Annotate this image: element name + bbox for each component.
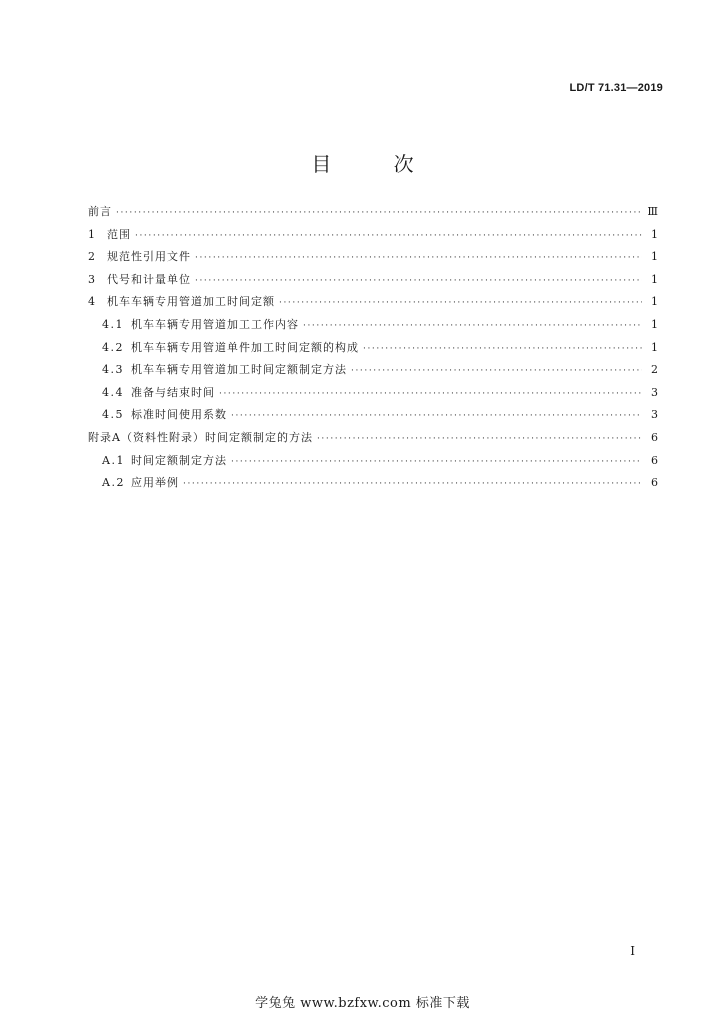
toc-entry-page: Ⅲ [647,205,658,218]
toc-entry-page: 3 [651,408,658,422]
toc-dot-leader [363,344,642,354]
toc-entry-label: 前言 [88,205,112,218]
toc-entry-number: 2 [88,250,95,264]
toc-entry-number: 3 [88,272,95,286]
toc-entry-number: 4.4 [102,385,124,399]
toc-entry[interactable] [88,339,658,362]
toc-dot-leader [183,479,642,489]
toc-entry[interactable] [88,316,658,339]
toc-entry[interactable] [88,384,658,407]
table-of-contents [88,203,658,497]
toc-entry[interactable] [88,203,658,226]
toc-dot-leader [351,366,642,376]
toc-entry[interactable] [88,226,658,249]
toc-entry-label: 范围 [107,227,131,241]
toc-entry-page: 6 [651,453,658,467]
toc-entry-label: 机车车辆专用管道加工时间定额 [107,295,275,309]
toc-entry-page: 1 [651,227,658,241]
toc-dot-leader [303,321,642,331]
toc-entry-label: 时间定额制定方法 [131,453,227,467]
toc-entry-page: 3 [651,385,658,399]
toc-entry-page: 1 [651,295,658,309]
toc-entry[interactable] [88,452,658,475]
toc-entry-label: 附录A（资料性附录）时间定额制定的方法 [88,430,313,444]
toc-entry-label: 机车车辆专用管道加工时间定额制定方法 [131,363,347,377]
toc-entry-number: 4.3 [102,363,124,377]
page-number: I [630,944,635,958]
toc-entry[interactable] [88,474,658,497]
toc-entry-number: A.2 [102,476,125,490]
toc-entry[interactable] [88,293,658,316]
toc-dot-leader [219,389,642,399]
toc-entry[interactable] [88,248,658,271]
toc-dot-leader [317,434,642,444]
toc-entry-label: 机车车辆专用管道单件加工时间定额的构成 [131,340,359,354]
toc-entry-page: 6 [651,476,658,490]
toc-entry-label: 代号和计量单位 [107,272,191,286]
toc-entry-page: 1 [651,250,658,264]
toc-entry-page: 1 [651,340,658,354]
toc-entry-label: 机车车辆专用管道加工工作内容 [131,317,299,331]
toc-dot-leader [231,411,642,421]
toc-entry-page: 2 [651,363,658,377]
toc-entry-number: 4.1 [102,317,124,331]
toc-entry-label: 准备与结束时间 [131,385,215,399]
toc-entry-label: 标准时间使用系数 [131,408,227,422]
toc-dot-leader [279,298,642,308]
toc-entry[interactable] [88,271,658,294]
toc-entry-label: 规范性引用文件 [107,250,191,264]
toc-entry-number: A.1 [102,453,125,467]
toc-dot-leader [231,457,642,467]
toc-dot-leader [116,208,642,218]
toc-entry-page: 1 [651,317,658,331]
toc-entry[interactable] [88,406,658,429]
toc-entry-number: 4 [88,295,95,309]
toc-entry-page: 1 [651,272,658,286]
toc-dot-leader [135,231,642,241]
toc-dot-leader [195,276,642,286]
toc-dot-leader [195,253,642,263]
toc-entry[interactable] [88,361,658,384]
toc-entry-number: 4.5 [102,408,124,422]
toc-entry-number: 1 [88,227,95,241]
toc-entry-label: 应用举例 [131,476,179,490]
toc-entry[interactable] [88,429,658,452]
page-title: 目 次 [311,152,442,176]
footer-watermark: 学兔兔 www.bzfxw.com 标准下载 [255,996,470,1011]
toc-entry-page: 6 [651,430,658,444]
toc-entry-number: 4.2 [102,340,124,354]
document-code: LD/T 71.31—2019 [569,82,663,94]
